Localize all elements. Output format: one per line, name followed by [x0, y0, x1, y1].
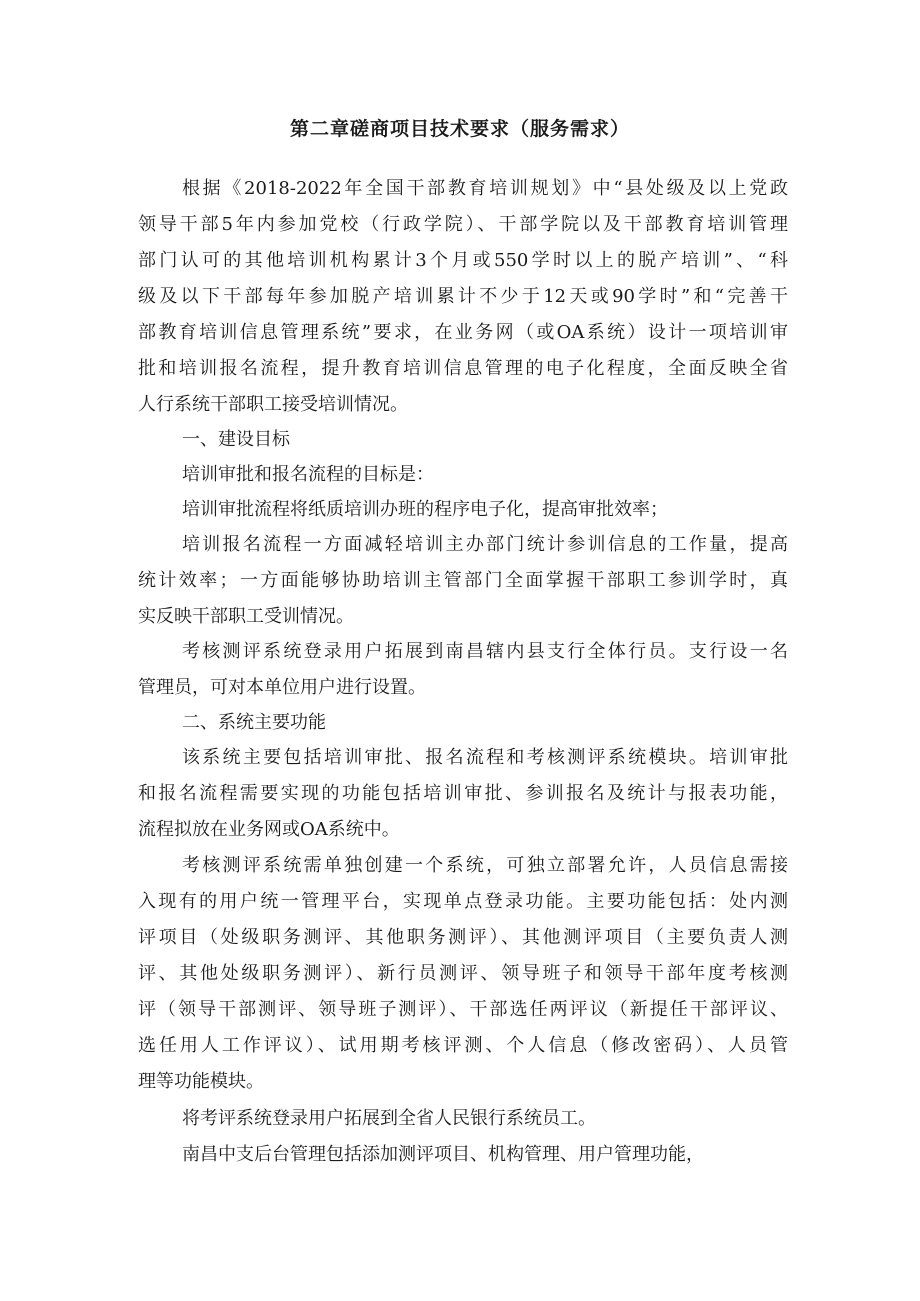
section-heading: 一、建设目标 — [182, 429, 290, 450]
paragraph-line: 管理员，可对本单位用户进行设置。 — [138, 677, 426, 698]
paragraph-line: 该系统主要包括培训审批、报名流程和考核测评系统模块。培训审批 — [182, 747, 788, 768]
paragraph-line: 部门认可的其他培训机构累计3个月或550学时以上的脱产培训”、“科 — [138, 250, 788, 271]
paragraph-line: 实反映干部职工受训情况。 — [138, 606, 354, 627]
paragraph-line: 人行系统干部职工接受培训情况。 — [138, 394, 408, 415]
paragraph-line: 培训报名流程一方面减轻培训主办部门统计参训信息的工作量，提高 — [182, 534, 788, 555]
paragraph-line: 评（领导干部测评、领导班子测评）、干部选任两评议（新提任干部评议、 — [138, 999, 788, 1020]
paragraph-line: 级及以下干部每年参加脱产培训累计不少于12天或90学时”和“完善干 — [138, 286, 788, 307]
paragraph-line: 批和培训报名流程，提升教育培训信息管理的电子化程度，全面反映全省 — [138, 358, 788, 379]
paragraph-line: 统计效率；一方面能够协助培训主管部门全面掌握干部职工参训学时，真 — [138, 570, 788, 591]
paragraph-line: 理等功能模块。 — [138, 1071, 264, 1092]
paragraph-line: 选任用人工作评议）、试用期考核评测、个人信息（修改密码）、人员管 — [138, 1035, 788, 1056]
paragraph-line: 根据《2018-2022年全国干部教育培训规划》中“县处级及以上党政 — [182, 178, 788, 199]
paragraph-line: 评项目（处级职务测评、其他职务测评）、其他测评项目（主要负责人测 — [138, 927, 788, 948]
paragraph-line: 考核测评系统需单独创建一个系统，可独立部署允许，人员信息需接 — [182, 855, 788, 876]
paragraph-line: 流程拟放在业务网或OA系统中。 — [138, 819, 400, 840]
paragraph-line: 入现有的用户统一管理平台，实现单点登录功能。主要功能包括：处内测 — [138, 891, 788, 912]
paragraph-line: 培训审批流程将纸质培训办班的程序电子化，提高审批效率； — [182, 499, 668, 520]
paragraph-line: 领导干部5年内参加党校（行政学院）、干部学院以及干部教育培训管理 — [138, 214, 788, 235]
paragraph-line: 评、其他处级职务测评）、新行员测评、领导班子和领导干部年度考核测 — [138, 963, 788, 984]
paragraph-line: 培训审批和报名流程的目标是： — [182, 464, 434, 485]
chapter-title: 第二章磋商项目技术要求（服务需求） — [289, 118, 630, 140]
paragraph-line: 南昌中支后台管理包括添加测评项目、机构管理、用户管理功能， — [182, 1144, 704, 1165]
paragraph-line: 部教育培训信息管理系统”要求，在业务网（或OA系统）设计一项培训审 — [138, 322, 788, 343]
paragraph-line: 将考评系统登录用户拓展到全省人民银行系统员工。 — [182, 1108, 596, 1129]
paragraph-line: 考核测评系统登录用户拓展到南昌辖内县支行全体行员。支行设一名 — [182, 641, 788, 662]
section-heading: 二、系统主要功能 — [182, 712, 326, 733]
paragraph-line: 和报名流程需要实现的功能包括培训审批、参训报名及统计与报表功能， — [138, 783, 788, 804]
